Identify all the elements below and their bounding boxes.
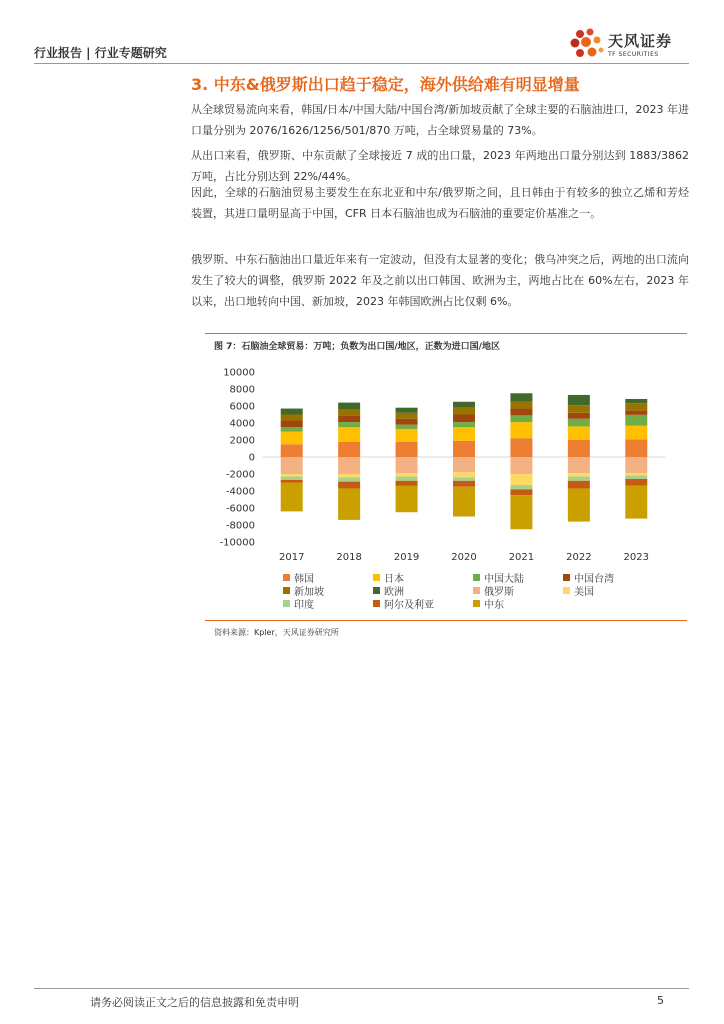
y-tick-label: -10000 bbox=[219, 537, 255, 549]
y-tick-label: 0 bbox=[248, 452, 255, 464]
bar-segment bbox=[338, 442, 360, 457]
bar-segment bbox=[625, 457, 647, 473]
bar-segment bbox=[453, 481, 475, 487]
y-tick-label: -8000 bbox=[225, 520, 255, 532]
bar-segment bbox=[396, 473, 418, 476]
brand-logo-icon bbox=[566, 26, 606, 60]
bar-segment bbox=[453, 487, 475, 517]
bar-segment bbox=[396, 457, 418, 473]
legend-item bbox=[473, 573, 524, 587]
paragraph-3: 因此，全球的石脑油贸易主要发生在东北亚和中东/俄罗斯之间，且日韩由于有较多的独立乙烯和芳烃装置，其进口量明显高于中国，CFR 日本石脑油也成为石脑油的重要定价基准之一。 bbox=[191, 186, 689, 220]
header-divider bbox=[34, 63, 689, 64]
bar-segment bbox=[396, 486, 418, 512]
x-tick-label: 2017 bbox=[278, 552, 305, 563]
section-title: 3. 中东&俄罗斯出口趋于稳定，海外供给难有明显增量 bbox=[191, 75, 580, 94]
figure-top-rule bbox=[205, 333, 687, 334]
bar-segment bbox=[453, 402, 475, 408]
bar-segment bbox=[568, 426, 590, 440]
legend-swatch bbox=[283, 587, 290, 594]
bar-segment bbox=[396, 408, 418, 413]
bar-segment bbox=[453, 472, 475, 477]
y-tick-label: 6000 bbox=[229, 401, 255, 413]
legend-label: 日本 bbox=[384, 574, 404, 585]
bar-segment bbox=[281, 457, 303, 474]
figure-source: 资料来源：Kpler，天风证券研究所 bbox=[214, 628, 339, 637]
bar-segment bbox=[281, 444, 303, 457]
legend-item bbox=[473, 586, 514, 600]
bar-segment bbox=[396, 425, 418, 429]
bar-segment bbox=[510, 409, 532, 416]
bar-segment bbox=[396, 481, 418, 486]
y-tick-label: 2000 bbox=[229, 435, 255, 447]
legend-swatch bbox=[473, 574, 480, 581]
bar-segment bbox=[625, 411, 647, 415]
legend-item bbox=[563, 573, 614, 587]
bar-segment bbox=[568, 405, 590, 413]
bar-segment bbox=[338, 457, 360, 474]
bar-segment bbox=[568, 473, 590, 476]
bar-segment bbox=[281, 480, 303, 483]
x-tick-label: 2020 bbox=[451, 552, 477, 563]
legend-swatch bbox=[473, 600, 480, 607]
bar-segment bbox=[625, 473, 647, 476]
x-tick-label: 2022 bbox=[566, 552, 592, 563]
legend-label: 欧洲 bbox=[384, 587, 404, 598]
bar-segment bbox=[510, 495, 532, 529]
legend-label: 美国 bbox=[574, 587, 594, 598]
bar-segment bbox=[281, 474, 303, 477]
legend-item bbox=[563, 586, 594, 600]
bar-segment bbox=[510, 485, 532, 489]
brand-subtitle: TF SECURITIES bbox=[608, 51, 659, 58]
y-tick-label: 8000 bbox=[229, 384, 255, 396]
paragraph-2: 从出口来看，俄罗斯、中东贡献了全球接近 7 成的出口量，2023 年两地出口量分别达到 1883/3862 万吨，占比分别达到 22%/44%。 bbox=[191, 149, 689, 183]
bar-segment bbox=[568, 488, 590, 521]
bar-segment bbox=[453, 441, 475, 457]
y-tick-label: -2000 bbox=[225, 469, 255, 481]
legend-item bbox=[373, 586, 404, 600]
legend-label: 俄罗斯 bbox=[484, 587, 514, 598]
bar-segment bbox=[338, 415, 360, 422]
legend-item bbox=[283, 586, 324, 600]
bar-segment bbox=[510, 415, 532, 422]
y-tick-label: 4000 bbox=[229, 418, 255, 430]
legend-label: 印度 bbox=[294, 600, 314, 611]
bar-segment bbox=[338, 482, 360, 489]
bar-segment bbox=[568, 395, 590, 405]
bar-segment bbox=[281, 483, 303, 512]
legend-item bbox=[283, 573, 314, 587]
bar-segment bbox=[453, 427, 475, 441]
legend-item bbox=[473, 599, 504, 613]
bar-segment bbox=[625, 486, 647, 519]
bar-segment bbox=[625, 439, 647, 457]
legend-label: 中东 bbox=[484, 600, 504, 611]
bar-segment bbox=[625, 476, 647, 479]
legend-swatch bbox=[283, 600, 290, 607]
bar-segment bbox=[396, 413, 418, 419]
legend-label: 阿尔及利亚 bbox=[384, 600, 434, 611]
y-tick-label: -6000 bbox=[225, 503, 255, 515]
legend-label: 中国台湾 bbox=[574, 574, 614, 585]
brand-name: 天风证券 bbox=[608, 32, 673, 50]
x-tick-label: 2018 bbox=[336, 552, 362, 563]
bar-segment bbox=[510, 474, 532, 485]
stacked-bar-chart bbox=[205, 360, 675, 570]
bar-segment bbox=[510, 457, 532, 474]
legend-swatch bbox=[473, 587, 480, 594]
bar-segment bbox=[338, 403, 360, 410]
y-tick-label: 10000 bbox=[223, 367, 255, 379]
bar-segment bbox=[510, 422, 532, 438]
bar-segment bbox=[338, 488, 360, 519]
legend-item bbox=[373, 599, 434, 613]
legend-item bbox=[373, 573, 404, 587]
bar-segment bbox=[510, 402, 532, 409]
bar-segment bbox=[281, 432, 303, 445]
legend-swatch bbox=[373, 587, 380, 594]
page-number: 5 bbox=[657, 994, 664, 1007]
report-category: 行业报告 | 行业专题研究 bbox=[34, 46, 167, 60]
bar-segment bbox=[338, 427, 360, 441]
bar-segment bbox=[510, 393, 532, 402]
bar-segment bbox=[568, 419, 590, 427]
legend-swatch bbox=[563, 587, 570, 594]
bar-segment bbox=[510, 438, 532, 457]
bar-segment bbox=[338, 409, 360, 415]
x-tick-label: 2023 bbox=[623, 552, 650, 563]
legend-swatch bbox=[373, 574, 380, 581]
paragraph-1: 从全球贸易流向来看，韩国/日本/中国大陆/中国台湾/新加坡贡献了全球主要的石脑油进口，2023 年进口量分别为 2076/1626/1256/501/870 万吨，占全球贸易量的 73%。 bbox=[191, 103, 689, 137]
bar-segment bbox=[568, 457, 590, 473]
bar-segment bbox=[625, 479, 647, 486]
bar-segment bbox=[453, 415, 475, 423]
x-tick-label: 2021 bbox=[508, 552, 535, 563]
brand-logo bbox=[566, 26, 690, 60]
paragraph-4: 俄罗斯、中东石脑油出口量近年来有一定波动，但没有太显著的变化；俄乌冲突之后，两地的出口流向发生了较大的调整，俄罗斯 2022 年及之前以出口韩国、欧洲为主，两地占比在 60%左右，2023 年以来，出口地转向中国、新加坡，2023 年韩国欧洲占比仅剩 6%。 bbox=[191, 253, 689, 308]
bar-segment bbox=[568, 440, 590, 457]
bar-segment bbox=[453, 408, 475, 415]
x-tick-label: 2019 bbox=[393, 552, 420, 563]
legend-swatch bbox=[283, 574, 290, 581]
bar-segment bbox=[338, 477, 360, 481]
bar-segment bbox=[281, 427, 303, 431]
bar-segment bbox=[625, 399, 647, 403]
bar-segment bbox=[396, 477, 418, 481]
footer-divider bbox=[34, 988, 689, 989]
legend-swatch bbox=[373, 600, 380, 607]
bar-segment bbox=[453, 477, 475, 480]
legend-item bbox=[283, 599, 314, 613]
bar-segment bbox=[396, 419, 418, 425]
legend-label: 韩国 bbox=[294, 574, 314, 585]
bar-segment bbox=[625, 415, 647, 426]
bar-segment bbox=[568, 413, 590, 419]
bar-segment bbox=[396, 429, 418, 442]
bar-segment bbox=[281, 409, 303, 415]
bar-segment bbox=[281, 477, 303, 480]
y-tick-label: -4000 bbox=[225, 486, 255, 498]
legend-swatch bbox=[563, 574, 570, 581]
bar-segment bbox=[338, 422, 360, 427]
bar-segment bbox=[281, 420, 303, 427]
bar-segment bbox=[453, 457, 475, 472]
bar-segment bbox=[625, 403, 647, 410]
legend-label: 中国大陆 bbox=[484, 574, 524, 585]
bar-segment bbox=[625, 426, 647, 440]
bar-segment bbox=[453, 422, 475, 427]
bar-segment bbox=[396, 442, 418, 457]
footer-disclaimer: 请务必阅读正文之后的信息披露和免责申明 bbox=[90, 996, 299, 1009]
bar-segment bbox=[510, 489, 532, 495]
bar-segment bbox=[338, 474, 360, 477]
figure-bottom-rule bbox=[205, 620, 687, 621]
bar-segment bbox=[281, 415, 303, 421]
legend-label: 新加坡 bbox=[294, 587, 324, 598]
bar-segment bbox=[568, 477, 590, 481]
figure-title: 图 7：石脑油全球贸易：万吨；负数为出口国/地区，正数为进口国/地区 bbox=[214, 342, 500, 352]
bar-segment bbox=[568, 481, 590, 489]
